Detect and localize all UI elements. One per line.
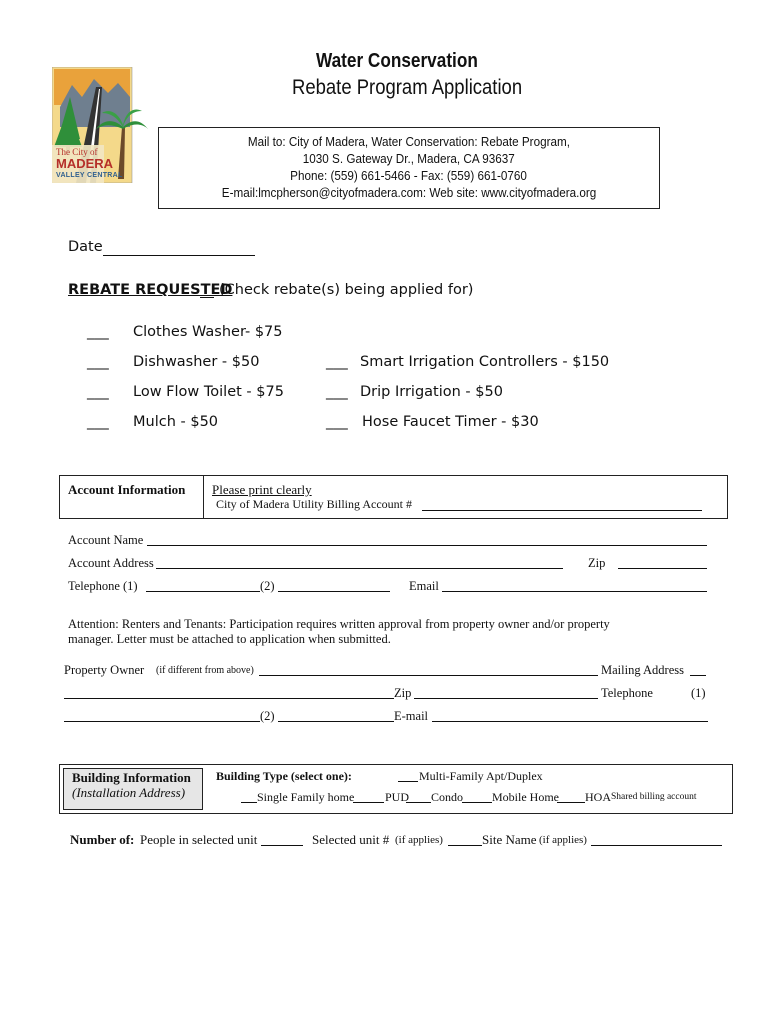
- account-name-field[interactable]: [147, 545, 707, 546]
- option-multi-family: Multi-Family Apt/Duplex: [419, 769, 543, 783]
- rebate-mulch: Mulch - $50: [133, 414, 219, 430]
- site-name-hint: (if applies): [539, 834, 587, 846]
- option-mobile-home: Mobile Home: [492, 790, 559, 804]
- people-in-unit-label: People in selected unit: [140, 832, 258, 847]
- attention-line-2: manager. Letter must be attached to application when submitted.: [68, 632, 391, 646]
- owner-email-field[interactable]: [432, 721, 708, 722]
- site-name-label: Site Name: [482, 832, 537, 847]
- account-email-field[interactable]: [442, 591, 707, 592]
- owner-telephone-label: Telephone: [601, 686, 653, 700]
- rebate-heading-underline: [200, 297, 214, 298]
- account-zip-field[interactable]: [618, 568, 707, 569]
- property-owner-hint: (if different from above): [156, 665, 254, 676]
- checkbox-pud[interactable]: [353, 802, 384, 803]
- account-address-label: Account Address: [68, 556, 154, 570]
- owner-address-field[interactable]: [64, 698, 394, 699]
- option-pud: PUD: [385, 790, 410, 804]
- rebate-dishwasher: Dishwasher - $50: [133, 354, 260, 370]
- property-owner-field[interactable]: [259, 675, 598, 676]
- checkbox-single-family[interactable]: [241, 802, 257, 803]
- owner-telephone2-field[interactable]: [278, 721, 394, 722]
- rebate-drip-irrigation: Drip Irrigation - $50: [360, 384, 503, 400]
- installation-address-label: (Installation Address): [72, 785, 186, 800]
- account-telephone2-label: (2): [260, 579, 275, 593]
- account-info-divider: [203, 475, 204, 518]
- logo-city-name: MADERA: [56, 156, 114, 171]
- billing-account-field[interactable]: [422, 510, 702, 511]
- checkbox-hose-faucet-timer[interactable]: ___: [326, 414, 348, 430]
- rebate-smart-irrigation: Smart Irrigation Controllers - $150: [360, 354, 610, 370]
- date-field[interactable]: [103, 255, 255, 256]
- people-in-unit-field[interactable]: [261, 845, 303, 846]
- date-label: Date: [68, 239, 103, 255]
- rebate-clothes-washer: Clothes Washer- $75: [133, 324, 283, 340]
- mailing-address-label: Mailing Address: [601, 663, 684, 677]
- selected-unit-label: Selected unit #: [312, 832, 390, 847]
- checkbox-low-flow-toilet[interactable]: ___: [87, 384, 109, 400]
- account-email-label: Email: [409, 579, 439, 593]
- property-owner-label: Property Owner: [64, 663, 145, 677]
- owner-telephone1-label: (1): [691, 686, 706, 700]
- account-name-label: Account Name: [68, 533, 144, 547]
- checkbox-mulch[interactable]: ___: [87, 414, 109, 430]
- rebate-note: (Check rebate(s) being applied for): [219, 282, 474, 298]
- selected-unit-hint: (if applies): [395, 834, 443, 846]
- checkbox-clothes-washer[interactable]: ___: [87, 324, 109, 340]
- mail-line-2: 1030 S. Gateway Dr., Madera, CA 93637: [302, 151, 516, 166]
- option-hoa-note: Shared billing account: [611, 792, 697, 802]
- option-hoa: HOA: [585, 790, 611, 804]
- site-name-field[interactable]: [591, 845, 722, 846]
- mail-line-3: Phone: (559) 661-5466 - Fax: (559) 661-0760: [290, 168, 528, 183]
- rebate-low-flow-toilet: Low Flow Toilet - $75: [133, 384, 284, 400]
- account-info-label: Account Information: [68, 482, 186, 497]
- building-type-label: Building Type (select one):: [216, 769, 352, 783]
- account-telephone1-field[interactable]: [146, 591, 260, 592]
- owner-telephone1-field[interactable]: [64, 721, 260, 722]
- selected-unit-field[interactable]: [448, 845, 482, 846]
- account-telephone-label: Telephone (1): [68, 579, 138, 593]
- mailing-address-field[interactable]: [690, 675, 706, 676]
- owner-telephone2-label: (2): [260, 709, 275, 723]
- checkbox-condo[interactable]: [406, 802, 431, 803]
- account-telephone2-field[interactable]: [278, 591, 390, 592]
- rebate-heading: REBATE REQUESTED: [68, 282, 233, 298]
- rebate-hose-faucet-timer: Hose Faucet Timer - $30: [362, 414, 539, 430]
- mailing-info-box: [158, 127, 660, 209]
- option-single-family: Single Family home: [257, 790, 355, 804]
- attention-line-1: Attention: Renters and Tenants: Participation requires written approval from property owner and/or property: [68, 617, 610, 631]
- checkbox-drip-irrigation[interactable]: ___: [326, 384, 348, 400]
- checkbox-mobile-home[interactable]: [462, 802, 492, 803]
- checkbox-multi-family[interactable]: [398, 781, 418, 782]
- city-of-madera-logo: [52, 67, 148, 183]
- option-condo: Condo: [431, 790, 464, 804]
- checkbox-hoa[interactable]: [557, 802, 585, 803]
- page-subtitle: Rebate Program Application: [292, 76, 523, 99]
- account-address-field[interactable]: [156, 568, 563, 569]
- print-clearly-note: Please print clearly: [212, 482, 312, 497]
- owner-email-label: E-mail: [394, 709, 429, 723]
- number-of-label: Number of:: [70, 832, 135, 847]
- checkbox-dishwasher[interactable]: ___: [87, 354, 109, 370]
- owner-zip-label: Zip: [394, 686, 412, 700]
- owner-zip-field[interactable]: [414, 698, 598, 699]
- checkbox-smart-irrigation[interactable]: ___: [326, 354, 348, 370]
- mail-line-4: E-mail:lmcpherson@cityofmadera.com: Web site: www.cityofmadera.org: [221, 185, 597, 200]
- account-zip-label: Zip: [588, 556, 606, 570]
- logo-tagline: VALLEY CENTRAL: [56, 172, 123, 179]
- page-title: Water Conservation: [316, 50, 478, 72]
- building-info-label: Building Information: [72, 770, 191, 785]
- billing-account-label: City of Madera Utility Billing Account #: [216, 497, 412, 511]
- logo-city-small: The City of: [56, 147, 98, 157]
- mail-line-1: Mail to: City of Madera, Water Conservation: Rebate Program,: [247, 134, 571, 149]
